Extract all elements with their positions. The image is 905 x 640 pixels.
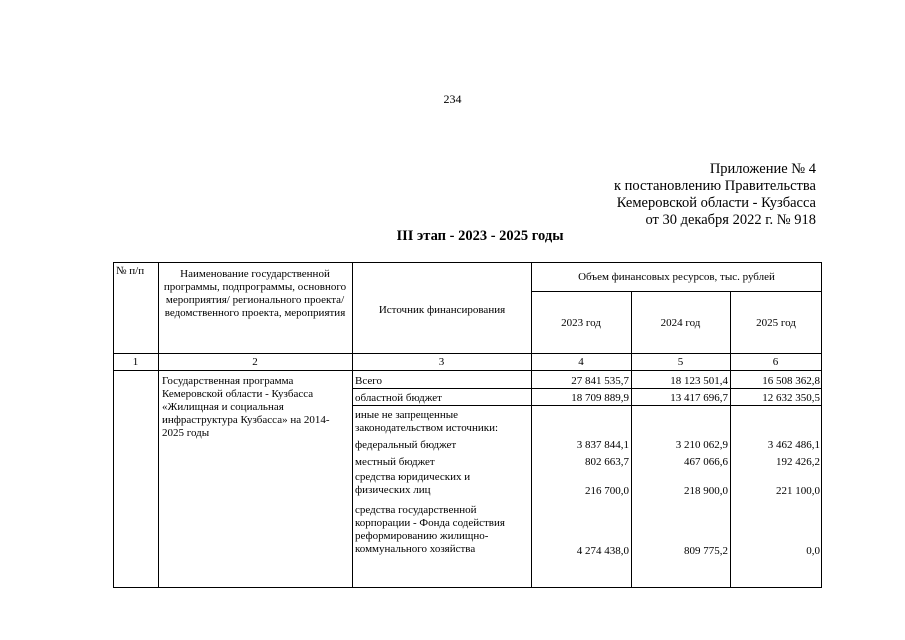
fund-2024: 809 775,2 (684, 545, 728, 557)
colnum-6: 6 (772, 356, 779, 368)
colnum-2: 2 (252, 356, 258, 368)
legal-2024: 218 900,0 (684, 485, 728, 497)
fund-2023: 4 274 438,0 (576, 545, 629, 557)
federal-2025: 3 462 486,1 (767, 439, 820, 451)
table-border-top (113, 262, 822, 263)
source-total: Всего (355, 375, 382, 387)
colnum-4: 4 (578, 356, 584, 368)
header-num: № п/п (116, 265, 145, 277)
legal-2023: 216 700,0 (585, 485, 629, 497)
appendix-block (576, 161, 816, 229)
colnum-3: 3 (438, 356, 445, 368)
finance-table (113, 262, 822, 588)
colnum-1: 1 (132, 356, 139, 368)
appendix-line-2: к постановлению Правительства (614, 178, 816, 194)
appendix-line-3: Кемеровской области - Кузбасса (616, 195, 816, 211)
row-regional-line (352, 405, 822, 406)
table-border-right (821, 262, 822, 588)
local-2024: 467 066,6 (684, 456, 728, 468)
source-other-header: иные не запрещенные законодательством источники: (355, 409, 499, 434)
col-divider-4 (631, 291, 632, 588)
page-number: 234 (443, 92, 462, 106)
table-border-left (113, 262, 114, 588)
col-divider-5 (730, 291, 731, 588)
appendix-line-4: от 30 декабря 2022 г. № 918 (645, 212, 816, 228)
federal-2023: 3 837 844,1 (576, 439, 629, 451)
header-source: Источник финансирования (378, 304, 506, 316)
source-legal: средства юридических и физических лиц (355, 471, 471, 496)
table-border-bottom (113, 587, 822, 588)
col-divider-2 (352, 262, 353, 588)
total-2024: 18 123 501,4 (670, 375, 728, 387)
col-divider-3 (531, 262, 532, 588)
colnum-5: 5 (677, 356, 684, 368)
header-volume: Объем финансовых ресурсов, тыс. рублей (578, 271, 775, 283)
colnum-bottom-line (113, 370, 822, 371)
total-2025: 16 508 362,8 (762, 375, 820, 387)
source-regional: областной бюджет (355, 392, 442, 404)
stage-title: III этап - 2023 - 2025 годы (396, 228, 564, 244)
header-2024: 2024 год (660, 317, 701, 329)
legal-2025: 221 100,0 (776, 485, 820, 497)
header-bottom-line (113, 353, 822, 354)
local-2023: 802 663,7 (585, 456, 629, 468)
local-2025: 192 426,2 (776, 456, 820, 468)
header-2025: 2025 год (756, 317, 796, 329)
regional-2024: 13 417 696,7 (670, 392, 728, 404)
fund-2025: 0,0 (806, 545, 820, 557)
total-2023: 27 841 535,7 (571, 375, 629, 387)
regional-2025: 12 632 350,5 (762, 392, 820, 404)
federal-2024: 3 210 062,9 (675, 439, 728, 451)
header-name: Наименование государственной программы, подпрограммы, основного мероприятия/ регионального проекта/ ведомственного проекта, мероприятия (163, 268, 347, 319)
col-divider-1 (158, 262, 159, 588)
header-volume-divider (531, 291, 822, 292)
row-total-line (352, 388, 822, 389)
header-2023: 2023 год (561, 317, 601, 329)
program-name: Государственная программа Кемеровской области - Кузбасса «Жилищная и социальная инфраструктура Кузбасса» на 2014-2025 годы (162, 375, 330, 439)
appendix-line-1: Приложение № 4 (709, 161, 816, 177)
source-fund: средства государственной корпорации - Фонда содействия реформированию жилищно-коммунального хозяйства (355, 504, 505, 555)
source-local: местный бюджет (355, 456, 435, 468)
source-federal: федеральный бюджет (355, 439, 457, 451)
regional-2023: 18 709 889,9 (571, 392, 629, 404)
